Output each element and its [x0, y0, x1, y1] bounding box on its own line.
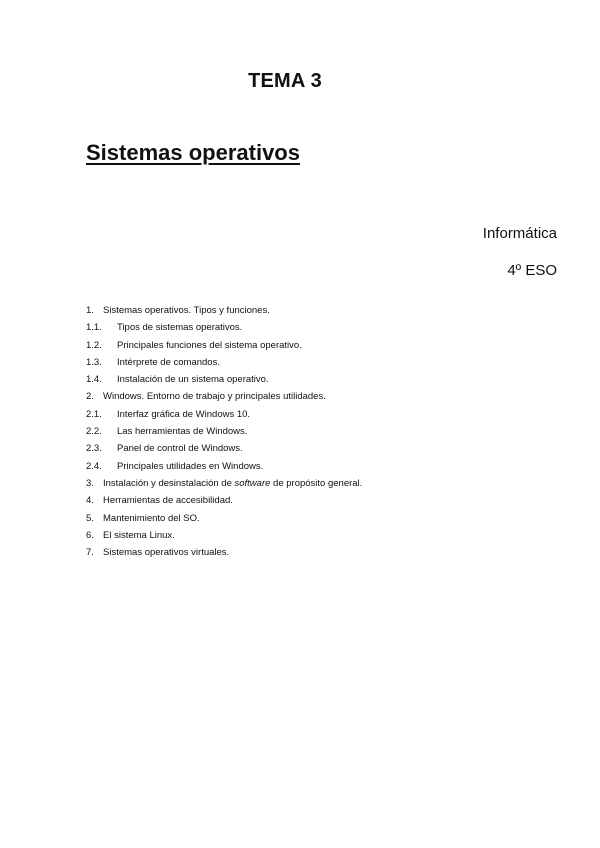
toc-number: 1.2. — [86, 339, 102, 351]
toc-item — [86, 440, 546, 457]
toc-item — [86, 423, 546, 440]
toc-text: Herramientas de accesibilidad. — [103, 495, 233, 507]
toc-text: Principales utilidades en Windows. — [117, 460, 264, 472]
toc-text: Windows. Entorno de trabajo y principales utilidades. — [103, 391, 326, 403]
toc-number: 2. — [86, 391, 94, 403]
toc-number: 2.3. — [86, 443, 102, 455]
table-of-contents — [86, 302, 546, 561]
toc-item — [86, 302, 546, 319]
document-title: Sistemas operativos — [86, 140, 300, 165]
toc-item — [86, 510, 546, 527]
toc-number: 1.4. — [86, 374, 102, 386]
toc-item — [86, 319, 546, 336]
course-label: 4º ESO — [507, 262, 557, 279]
toc-number: 6. — [86, 529, 94, 541]
toc-text-italic: software — [234, 477, 271, 489]
subject-label: Informática — [482, 225, 557, 242]
toc-text: Principales funciones del sistema operativo. — [117, 339, 302, 351]
toc-number: 5. — [86, 512, 94, 524]
toc-text: Las herramientas de Windows. — [117, 426, 248, 438]
toc-number: 2.1. — [86, 408, 102, 420]
toc-text — [103, 475, 362, 492]
toc-text: Intérprete de comandos. — [117, 356, 220, 368]
toc-text: Tipos de sistemas operativos. — [117, 322, 243, 334]
toc-text: Panel de control de Windows. — [117, 443, 243, 455]
toc-item — [86, 388, 546, 405]
toc-item — [86, 527, 546, 544]
toc-text: Mantenimiento del SO. — [103, 512, 200, 524]
toc-text: Sistemas operativos. Tipos y funciones. — [103, 305, 270, 316]
toc-item — [86, 337, 546, 354]
toc-item — [86, 354, 546, 371]
toc-number: 1. — [86, 305, 94, 316]
topic-number: TEMA 3 — [248, 70, 322, 92]
toc-item — [86, 458, 546, 475]
toc-item — [86, 544, 546, 561]
toc-item — [86, 475, 546, 492]
toc-number: 1.3. — [86, 356, 102, 368]
toc-text: El sistema Linux. — [103, 529, 175, 541]
toc-number: 2.4. — [86, 460, 102, 472]
toc-item — [86, 371, 546, 388]
toc-item — [86, 492, 546, 509]
toc-text-part: de propósito general. — [270, 477, 363, 489]
toc-number: 4. — [86, 495, 94, 507]
toc-number: 1.1. — [86, 322, 102, 334]
toc-number: 2.2. — [86, 426, 102, 438]
toc-text: Interfaz gráfica de Windows 10. — [117, 408, 251, 420]
toc-item — [86, 406, 546, 423]
toc-number: 7. — [86, 547, 94, 559]
toc-text-part: Instalación y desinstalación de — [103, 477, 235, 489]
toc-number: 3. — [86, 477, 94, 489]
toc-text: Sistemas operativos virtuales. — [103, 547, 230, 559]
toc-text: Instalación de un sistema operativo. — [117, 374, 269, 386]
